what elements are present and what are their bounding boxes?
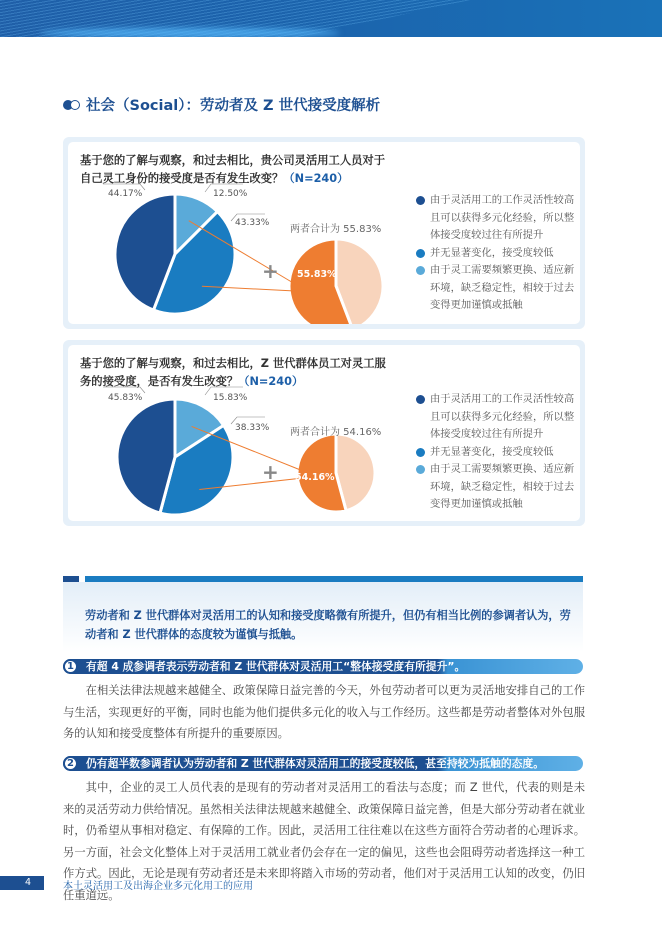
- legend: [416, 192, 578, 315]
- pie-label-a: 45.83%: [108, 393, 143, 403]
- pie-label-b: 43.33%: [235, 218, 270, 228]
- pie-label-b: 38.33%: [235, 423, 270, 433]
- chart-card-1: [63, 137, 585, 329]
- section-title: 社会（Social）：劳动者及 Z 世代接受度解析: [63, 94, 380, 115]
- legend: [416, 391, 578, 514]
- combined-value: 55.83%: [297, 269, 337, 280]
- footer-title: 本土灵活用工及出海企业多元化用工的应用: [63, 881, 253, 892]
- legend-item: 并无显著变化，接受度较低: [416, 245, 578, 263]
- chart-question: 基于您的了解与观察，和过去相比，贵公司灵活用工人员对于自己灵工身份的接受度是否有发生改变？（N=240）: [80, 154, 386, 185]
- chart-question: 基于您的了解与观察，和过去相比，Z 世代群体员工对灵工服务的接受度，是否有发生改变？（N=240）: [80, 357, 386, 388]
- header-banner: [0, 0, 662, 37]
- number-badge-icon: 2: [63, 756, 78, 771]
- legend-dot-icon: [416, 395, 425, 404]
- finding-body-1: 在相关法律法规越来越健全、政策保障日益完善的今天，外包劳动者可以更为灵活地安排自己的工作与生活，实现更好的平衡，同时也能为他们提供多元化的收入与工作经历。这些都是劳动者整体对外包服务的认知和接受度整体有所提升的重要原因。: [63, 684, 585, 740]
- toggle-dots-icon: [63, 100, 80, 110]
- pie-label-a: 44.17%: [108, 189, 143, 199]
- legend-dot-icon: [416, 448, 425, 457]
- legend-dot-icon: [416, 249, 425, 258]
- finding-heading-1: 1 有超 4 成参调者表示劳动者和 Z 世代群体对灵活用工“整体接受度有所提升”。: [63, 659, 583, 674]
- page-number: 4: [0, 876, 44, 890]
- legend-item: 并无显著变化，接受度较低: [416, 444, 578, 462]
- summary-text: 劳动者和 Z 世代群体对灵活用工的认知和接受度略微有所提升，但仍有相当比例的参调者认为，劳动者和 Z 世代群体的态度较为谨慎与抵触。: [85, 609, 571, 641]
- combined-label: 两者合计为 54.16%: [290, 427, 382, 438]
- pie-label-c: 12.50%: [213, 189, 248, 199]
- finding-body-2: 其中，企业的灵工人员代表的是现有的劳动者对灵活用工的看法与态度；而 Z 世代，代表的则是未来的灵活劳动力供给情况。虽然相关法律法规越来越健全、政策保障日益完善，但是大部分劳动者在就业时，仍希望从事相对稳定、有保障的工作。因此，灵活用工往往难以在这些方面符合劳动者的心理诉求。另一方面，社会文化整体上对于灵活用工就业者仍会存在一定的偏见，这些也会阻碍劳动者选择这一种工作方式。因此，无论是现有劳动者还是未来即将踏入市场的劳动者，他们对于灵活用工认知的改变，仍旧任重道远。: [63, 781, 585, 902]
- legend-dot-icon: [416, 465, 425, 474]
- legend-dot-icon: [416, 266, 425, 275]
- finding-heading-2: 2 仍有超半数参调者认为劳动者和 Z 世代群体对灵活用工的接受度较低，甚至持较为抵触的态度。: [63, 756, 583, 771]
- legend-item: 由于灵活用工的工作灵活性较高且可以获得多元化经验，所以整体接受度较过往有所提升: [416, 391, 578, 444]
- legend-item: 由于灵工需要频繁更换、适应新环境，缺乏稳定性，相较于过去变得更加谨慎或抵触: [416, 461, 578, 514]
- plus-icon: +: [262, 460, 279, 484]
- legend-item: 由于灵活用工的工作灵活性较高且可以获得多元化经验，所以整体接受度较过往有所提升: [416, 192, 578, 245]
- legend-item: 由于灵工需要频繁更换、适应新环境，缺乏稳定性，相较于过去变得更加谨慎或抵触: [416, 262, 578, 315]
- plus-icon: +: [262, 259, 279, 283]
- legend-dot-icon: [416, 196, 425, 205]
- combined-label: 两者合计为 55.83%: [290, 224, 382, 235]
- combined-value: 54.16%: [295, 472, 335, 483]
- pie-label-c: 15.83%: [213, 393, 248, 403]
- number-badge-icon: 1: [63, 659, 78, 674]
- chart-card-2: [63, 340, 585, 526]
